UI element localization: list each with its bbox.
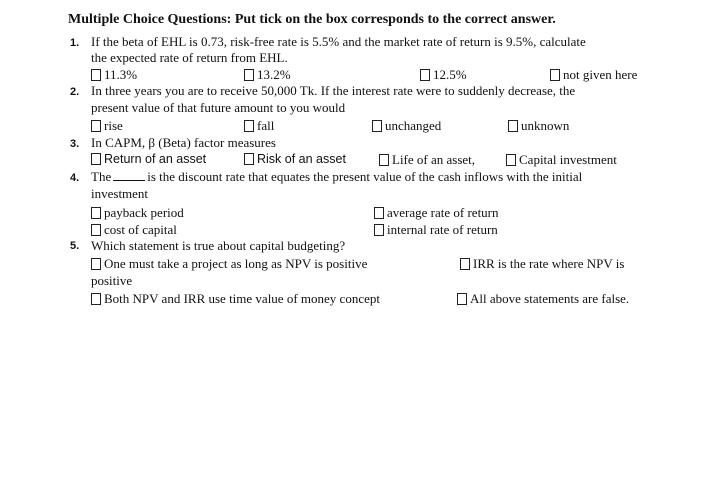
option[interactable] [420,67,467,83]
option[interactable] [372,118,441,134]
option-label: fall [257,118,275,133]
option-label: cost of capital [104,222,177,237]
checkbox[interactable] [91,120,101,132]
option-label: All above statements are false. [470,291,630,306]
option-label: Life of an asset, [392,152,476,167]
checkbox[interactable] [91,153,101,165]
answer-blank [113,170,145,181]
checkbox[interactable] [374,224,384,236]
checkbox[interactable] [91,293,101,305]
option[interactable] [508,118,569,134]
option[interactable] [374,205,499,221]
checkbox[interactable] [374,207,384,219]
checkbox[interactable] [457,293,467,305]
option-label: 12.5% [433,67,467,82]
option[interactable] [91,118,123,134]
option-label: One must take a project as long as NPV is positive [104,256,368,271]
option[interactable] [550,67,637,83]
checkbox[interactable] [372,120,382,132]
option-label: not given here [563,67,638,82]
question-number: 1. [70,37,80,49]
question-text: In three years you are to receive 50,000 Tk. If the interest rate were to suddenly decrease, the [91,83,576,98]
checkbox[interactable] [550,69,560,81]
checkbox[interactable] [91,224,101,236]
checkbox[interactable] [244,120,254,132]
option[interactable] [374,222,498,238]
option[interactable] [506,152,617,168]
question-text: present value of that future amount to you would [91,100,346,115]
option-label: IRR is the rate where NPV is [473,256,625,271]
option-label: internal rate of return [387,222,498,237]
page-title: Multiple Choice Questions: Put tick on the box corresponds to the correct answer. [68,12,556,27]
question-text-end: is the discount rate that equates the present value of the cash inflows with the initial [147,169,583,184]
option-label: unknown [521,118,570,133]
option-label: 11.3% [104,67,138,82]
checkbox[interactable] [460,258,470,270]
option[interactable] [457,291,629,307]
option-label: 13.2% [257,67,291,82]
checkbox[interactable] [506,154,516,166]
question-text [91,169,582,185]
option[interactable] [244,67,291,83]
option-label: payback period [104,205,184,220]
checkbox[interactable] [420,69,430,81]
question-number: 2. [70,86,80,98]
question-text: investment [91,186,149,201]
checkbox[interactable] [244,69,254,81]
option[interactable] [91,205,184,221]
question-number: 5. [70,240,80,252]
option-label: unchanged [385,118,442,133]
option-label: Return of an asset [104,152,207,166]
checkbox[interactable] [508,120,518,132]
option[interactable] [91,67,137,83]
option[interactable] [91,222,177,238]
question-text: If the beta of EHL is 0.73, risk-free rate is 5.5% and the market rate of return is 9.5%, calculate [91,34,586,49]
question-number: 3. [70,138,80,150]
option-label: Both NPV and IRR use time value of money concept [104,291,380,306]
option-label: Risk of an asset [257,152,346,166]
checkbox[interactable] [91,69,101,81]
option[interactable] [91,291,380,307]
question-text-start: The [91,169,112,184]
option[interactable] [91,256,367,272]
option[interactable] [244,152,346,166]
option[interactable] [379,152,475,168]
checkbox[interactable] [244,153,254,165]
option[interactable] [460,256,624,272]
option[interactable] [244,118,274,134]
question-text: Which statement is true about capital budgeting? [91,238,346,253]
question-text: the expected rate of return from EHL. [91,50,288,65]
checkbox[interactable] [91,207,101,219]
option-label-continued: positive [91,273,133,288]
option-label: Capital investment [519,152,617,167]
checkbox[interactable] [379,154,389,166]
question-number: 4. [70,172,80,184]
checkbox[interactable] [91,258,101,270]
option-label: average rate of return [387,205,499,220]
option-label: rise [104,118,123,133]
option[interactable] [91,152,206,166]
question-text: In CAPM, β (Beta) factor measures [91,135,276,150]
